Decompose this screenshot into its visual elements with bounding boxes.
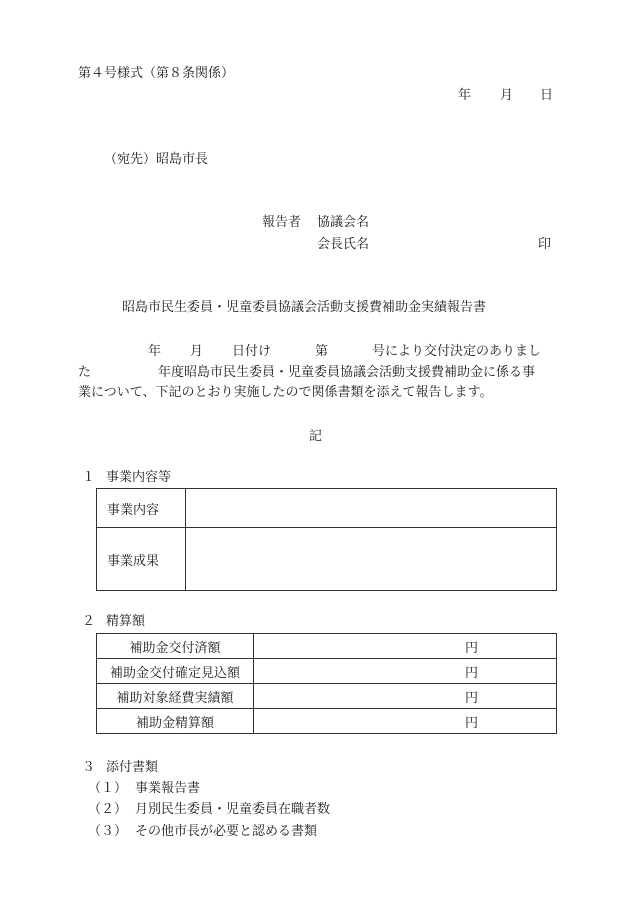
settlement-row-label: 補助金交付済額 — [97, 634, 254, 659]
section3-number: ３ — [82, 760, 96, 775]
body-line1-rest: 号により交付決定のありまし — [372, 344, 542, 359]
section1-number: １ — [82, 470, 96, 485]
section2-number: ２ — [82, 614, 96, 629]
settlement-row-unit: 円 — [254, 634, 557, 659]
chair-name-label: 会長氏名 — [317, 237, 370, 252]
body-line3: 業について、下記のとおり実施したので関係書類を添えて報告します。 — [78, 385, 493, 400]
section1-heading: 事業内容等 — [106, 470, 172, 485]
document-title: 昭島市民生委員・児童委員協議会活動支援費補助金実績報告書 — [122, 300, 487, 315]
section1-row-value — [186, 528, 557, 591]
date-day-label: 日 — [540, 88, 554, 103]
body-line1-year: 年 — [148, 344, 162, 359]
form-number: 第４号様式（第８条関係） — [78, 66, 235, 81]
body-line1-dai: 第 — [315, 344, 329, 359]
attachment-item-number: （２） — [88, 802, 128, 817]
section1-row-value — [186, 489, 557, 528]
body-line2-ta: た — [78, 365, 92, 380]
table-row — [97, 634, 557, 659]
table-row — [97, 684, 557, 709]
reporter-label: 報告者 — [262, 215, 302, 230]
ki-mark: 記 — [309, 429, 323, 444]
settlement-row-unit: 円 — [254, 659, 557, 684]
settlement-row-label: 補助対象経費実績額 — [97, 684, 254, 709]
addressee: （宛先）昭島市長 — [104, 152, 209, 167]
settlement-row-unit: 円 — [254, 709, 557, 734]
attachment-item-text: その他市長が必要と認める書類 — [135, 824, 318, 839]
section2-heading: 精算額 — [106, 614, 146, 629]
body-line2-rest: 年度昭島市民生委員・児童委員協議会活動支援費補助金に係る事 — [158, 365, 536, 380]
settlement-row-label: 補助金精算額 — [97, 709, 254, 734]
section2-table — [96, 633, 557, 734]
section1-row-content — [97, 489, 557, 528]
attachment-item-text: 事業報告書 — [135, 781, 201, 796]
settlement-row-unit: 円 — [254, 684, 557, 709]
body-line1-dated: 日付け — [232, 344, 272, 359]
settlement-row-label: 補助金交付確定見込額 — [97, 659, 254, 684]
section1-row-label: 事業成果 — [97, 528, 186, 591]
council-name-label: 協議会名 — [317, 215, 370, 230]
date-year-label: 年 — [458, 88, 472, 103]
attachment-item-number: （１） — [88, 781, 128, 796]
section1-table — [96, 488, 557, 591]
body-line1-month: 月 — [190, 344, 204, 359]
section1-row-label: 事業内容 — [97, 489, 186, 528]
attachment-item-text: 月別民生委員・児童委員在職者数 — [135, 802, 331, 817]
seal-mark: 印 — [538, 237, 552, 252]
date-month-label: 月 — [500, 88, 514, 103]
attachment-item-number: （３） — [88, 824, 128, 839]
table-row — [97, 709, 557, 734]
section3-heading: 添付書類 — [106, 760, 159, 775]
section1-row-results — [97, 528, 557, 591]
table-row — [97, 659, 557, 684]
